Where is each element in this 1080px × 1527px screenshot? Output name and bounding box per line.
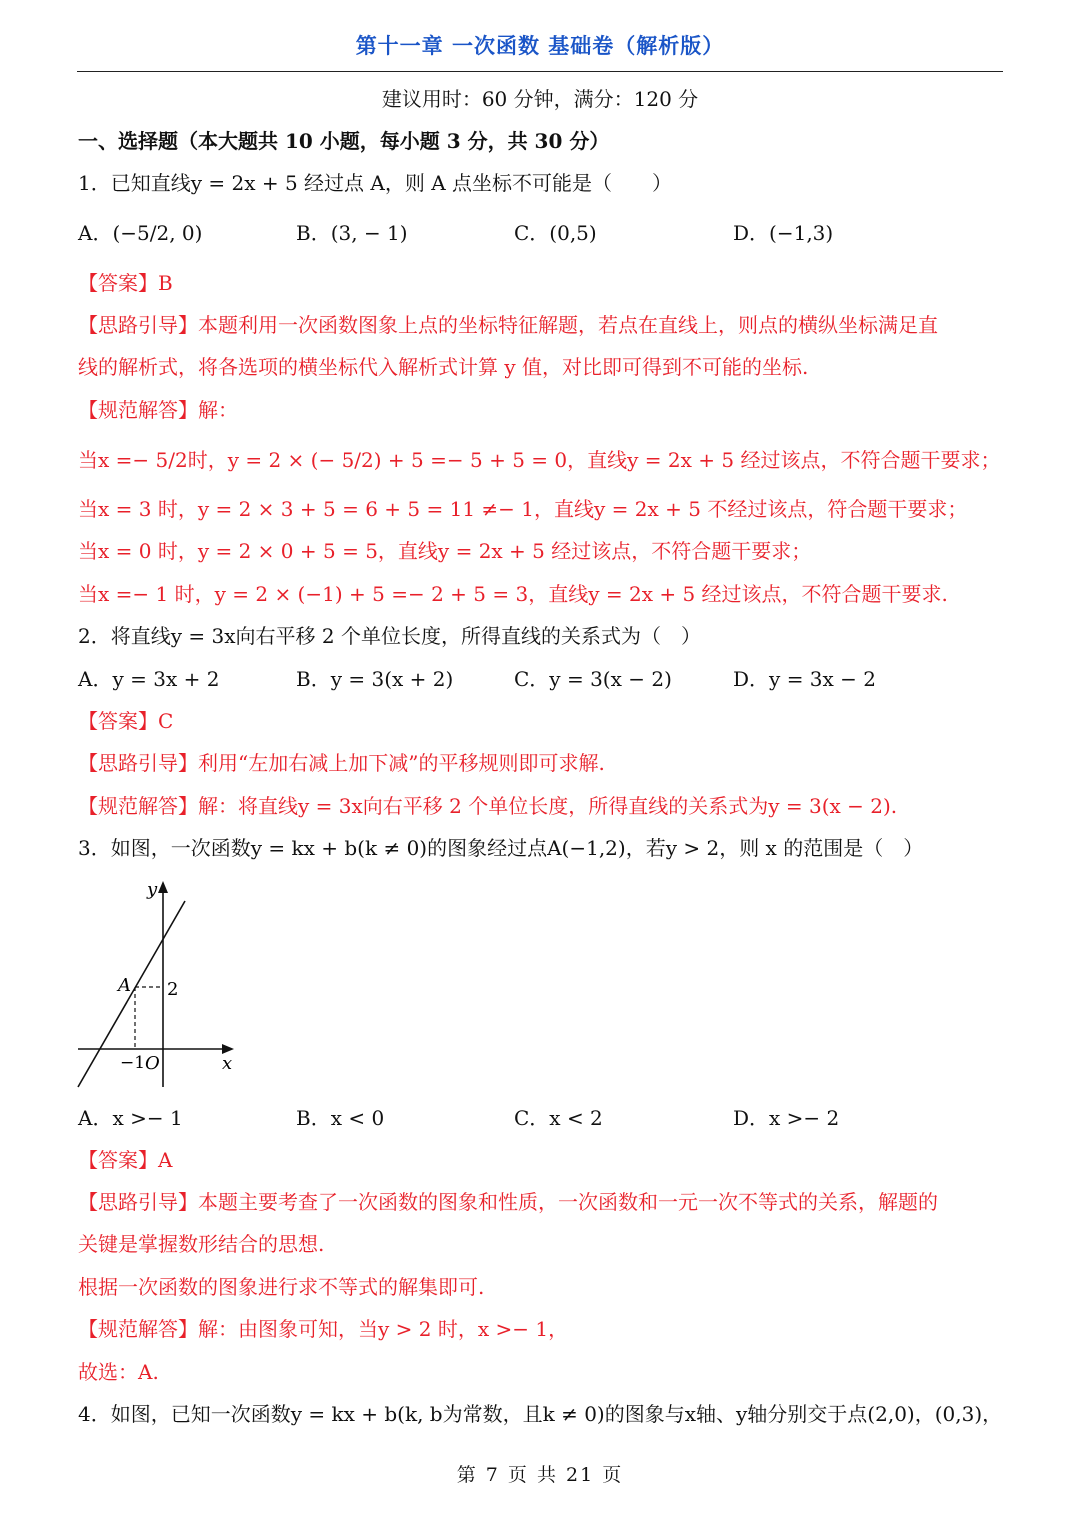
header-divider	[77, 71, 1003, 72]
q3-hint-line2: 关键是掌握数形结合的思想.	[78, 1232, 325, 1256]
q3-option-a: A．x >− 1	[78, 1106, 183, 1130]
q3-choose: 故选：A.	[78, 1360, 159, 1384]
q3-label-a: A	[118, 975, 131, 996]
section-title: 一、选择题（本大题共 10 小题，每小题 3 分，共 30 分）	[78, 129, 610, 153]
q1-solution-line4: 当x =− 1 时，y = 2 × (−1) + 5 =− 2 + 5 = 3，直线y = 2x + 5 经过该点，不符合题干要求.	[78, 582, 948, 606]
q1-hint-line2: 线的解析式，将各选项的横坐标代入解析式计算 y 值，对比即可得到不可能的坐标.	[78, 355, 809, 379]
q1-option-c: C．(0,5)	[514, 221, 597, 245]
q3-option-d: D．x >− 2	[733, 1106, 840, 1130]
q3-label-origin: O	[145, 1053, 160, 1074]
q4-stem: 4．如图，已知一次函数y = kx + b(k, b为常数，且k ≠ 0)的图象与x轴、y轴分别交于点(2,0)，(0,3)，	[78, 1402, 1003, 1426]
q1-answer: 【答案】B	[78, 271, 173, 295]
q3-hint-line1: 【思路引导】本题主要考查了一次函数的图象和性质，一次函数和一元一次不等式的关系，解题的	[78, 1190, 938, 1214]
q2-option-c: C．y = 3(x − 2)	[514, 667, 672, 691]
q3-solution: 【规范解答】解：由图象可知，当y > 2 时，x >− 1，	[78, 1317, 569, 1341]
q1-option-d: D．(−1,3)	[733, 221, 834, 245]
q2-answer: 【答案】C	[78, 709, 174, 733]
time-note: 建议用时：60 分钟，满分：120 分	[381, 87, 699, 111]
q1-stem: 1．已知直线y = 2x + 5 经过点 A，则 A 点坐标不可能是（ ）	[78, 171, 673, 195]
q1-solution-line3: 当x = 0 时，y = 2 × 0 + 5 = 5，直线y = 2x + 5 经过该点，不符合题干要求；	[78, 539, 812, 563]
q3-label-x: x	[222, 1053, 233, 1074]
q1-option-b: B．(3, − 1)	[296, 221, 408, 245]
q2-option-d: D．y = 3x − 2	[733, 667, 877, 691]
q2-solution: 【规范解答】解：将直线y = 3x向右平移 2 个单位长度，所得直线的关系式为y = 3(x − 2).	[78, 794, 898, 818]
q3-answer: 【答案】A	[78, 1148, 173, 1172]
q1-solution-line1: 当x =− 5/2时，y = 2 × (− 5/2) + 5 =− 5 + 5 = 0，直线y = 2x + 5 经过该点，不符合题干要求；	[78, 448, 1001, 472]
q2-option-a: A．y = 3x + 2	[78, 667, 220, 691]
q2-hint: 【思路引导】利用“左加右减上加下减”的平移规则即可求解.	[78, 751, 605, 775]
q3-label-y-tick: 2	[167, 979, 179, 1000]
q3-label-y: y	[147, 879, 158, 900]
q3-label-x-tick: −1	[120, 1053, 146, 1073]
q2-option-b: B．y = 3(x + 2)	[296, 667, 454, 691]
q1-hint-line1: 【思路引导】本题利用一次函数图象上点的坐标特征解题，若点在直线上，则点的横纵坐标满足直	[78, 313, 938, 337]
page-header-title: 第十一章 一次函数 基础卷（解析版）	[355, 34, 725, 58]
q3-option-b: B．x < 0	[296, 1106, 385, 1130]
q1-solution-line2: 当x = 3 时，y = 2 × 3 + 5 = 6 + 5 = 11 ≠− 1，直线y = 2x + 5 不经过该点，符合题干要求；	[78, 497, 968, 521]
q3-stem: 3．如图，一次函数y = kx + b(k ≠ 0)的图象经过点A(−1,2)，若y > 2，则 x 的范围是（ ）	[78, 836, 924, 860]
page-footer: 第 7 页 共 21 页	[456, 1464, 624, 1486]
q1-option-a: A．(−5/2, 0)	[78, 221, 203, 245]
q3-figure	[70, 875, 250, 1095]
q3-y-axis-arrow-icon	[158, 881, 168, 893]
q1-solution-label: 【规范解答】解：	[78, 398, 238, 422]
q3-hint-line3: 根据一次函数的图象进行求不等式的解集即可.	[78, 1275, 485, 1299]
q3-option-c: C．x < 2	[514, 1106, 603, 1130]
q2-stem: 2．将直线y = 3x向右平移 2 个单位长度，所得直线的关系式为（ ）	[78, 624, 701, 648]
